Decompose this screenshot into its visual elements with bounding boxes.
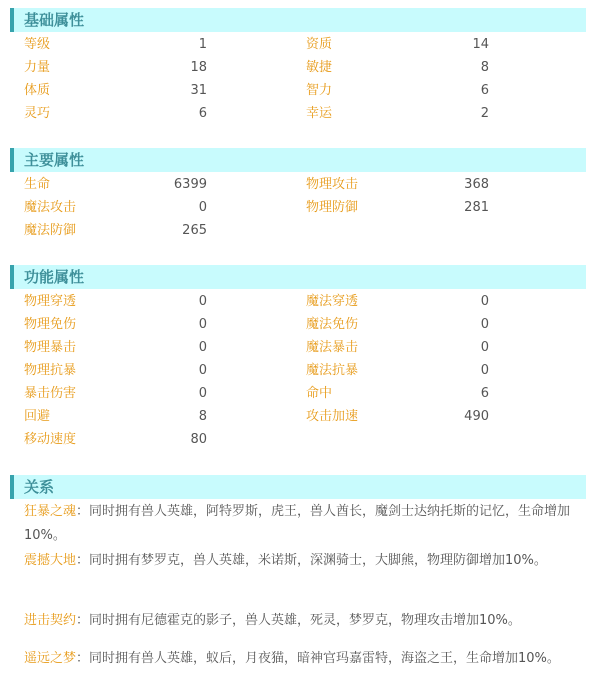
relation-text: ：同时拥有兽人英雄，蚁后，月夜猫，暗神官玛嘉雷特，海盗之王，生命增加10%。 [76, 651, 560, 666]
stat-value: 8 [198, 409, 207, 424]
stat-label: 资质 [306, 37, 333, 52]
stat-value: 0 [198, 340, 207, 355]
stat-value: 6 [480, 386, 489, 401]
stat-value: 490 [464, 409, 489, 424]
stat-label: 力量 [24, 60, 51, 75]
stat-label: 智力 [306, 83, 333, 98]
stat-value: 8 [480, 60, 489, 75]
stat-label: 灵巧 [24, 106, 51, 121]
stat-value: 31 [190, 83, 207, 98]
stat-value: 0 [198, 386, 207, 401]
stat-label: 魔法防御 [24, 223, 77, 238]
stat-label: 魔法攻击 [24, 200, 77, 215]
stat-label: 回避 [24, 409, 51, 424]
stat-label: 体质 [24, 83, 51, 98]
relation-text: ：同时拥有尼德霍克的影子，兽人英雄，死灵，梦罗克，物理攻击增加10%。 [76, 613, 521, 628]
stat-value: 0 [198, 363, 207, 378]
stat-value: 0 [480, 340, 489, 355]
section-title: 基础属性 [24, 11, 85, 29]
stat-label: 攻击加速 [306, 409, 359, 424]
stat-label: 魔法穿透 [306, 294, 359, 309]
stat-label: 物理防御 [306, 200, 359, 215]
stat-label: 暴击伤害 [24, 386, 77, 401]
stat-label: 幸运 [306, 106, 333, 121]
stat-label: 命中 [306, 386, 333, 401]
stat-value: 80 [190, 432, 207, 447]
relation-text: ：同时拥有梦罗克，兽人英雄，米诺斯，深渊骑士，大脚熊，物理防御增加10%。 [76, 553, 547, 568]
stat-value: 265 [182, 223, 207, 238]
section-header-func [10, 265, 586, 289]
section-header-basic [10, 8, 586, 32]
relation-item [24, 549, 579, 573]
stat-value: 0 [480, 363, 489, 378]
stat-value: 368 [464, 177, 489, 192]
stat-value: 0 [480, 317, 489, 332]
stat-label: 物理攻击 [306, 177, 359, 192]
stat-label: 物理穿透 [24, 294, 77, 309]
section-header-main [10, 148, 586, 172]
stat-label: 魔法免伤 [306, 317, 359, 332]
stat-label: 等级 [24, 37, 51, 52]
stat-value: 6 [480, 83, 489, 98]
relation-item [24, 500, 579, 548]
section-title: 主要属性 [24, 151, 85, 169]
relation-name: 遥远之梦 [24, 651, 77, 666]
relation-text: ：同时拥有兽人英雄，阿特罗斯，虎王，兽人酋长，魔剑士达纳托斯的记忆，生命增加10%。 [24, 504, 571, 543]
stat-label: 魔法抗暴 [306, 363, 359, 378]
stat-value: 6399 [173, 177, 207, 192]
stat-value: 1 [198, 37, 207, 52]
stat-value: 2 [480, 106, 489, 121]
stat-value: 0 [480, 294, 489, 309]
section-title: 关系 [24, 478, 55, 496]
relation-name: 狂暴之魂 [24, 504, 77, 519]
stat-label: 敏捷 [306, 60, 333, 75]
stat-value: 0 [198, 294, 207, 309]
stat-label: 魔法暴击 [306, 340, 359, 355]
stat-value: 6 [198, 106, 207, 121]
relation-name: 震撼大地 [24, 553, 77, 568]
stat-label: 物理抗暴 [24, 363, 77, 378]
relation-name: 进击契约 [24, 613, 77, 628]
stat-value: 0 [198, 200, 207, 215]
stat-label: 生命 [24, 177, 51, 192]
relation-item [24, 609, 579, 633]
stat-label: 移动速度 [24, 432, 77, 447]
stat-label: 物理免伤 [24, 317, 77, 332]
stat-label: 物理暴击 [24, 340, 77, 355]
stat-value: 18 [190, 60, 207, 75]
section-header-relations [10, 475, 586, 499]
stat-value: 14 [472, 37, 489, 52]
stat-value: 0 [198, 317, 207, 332]
relation-item [24, 647, 579, 671]
stat-value: 281 [464, 200, 489, 215]
section-title: 功能属性 [24, 268, 85, 286]
